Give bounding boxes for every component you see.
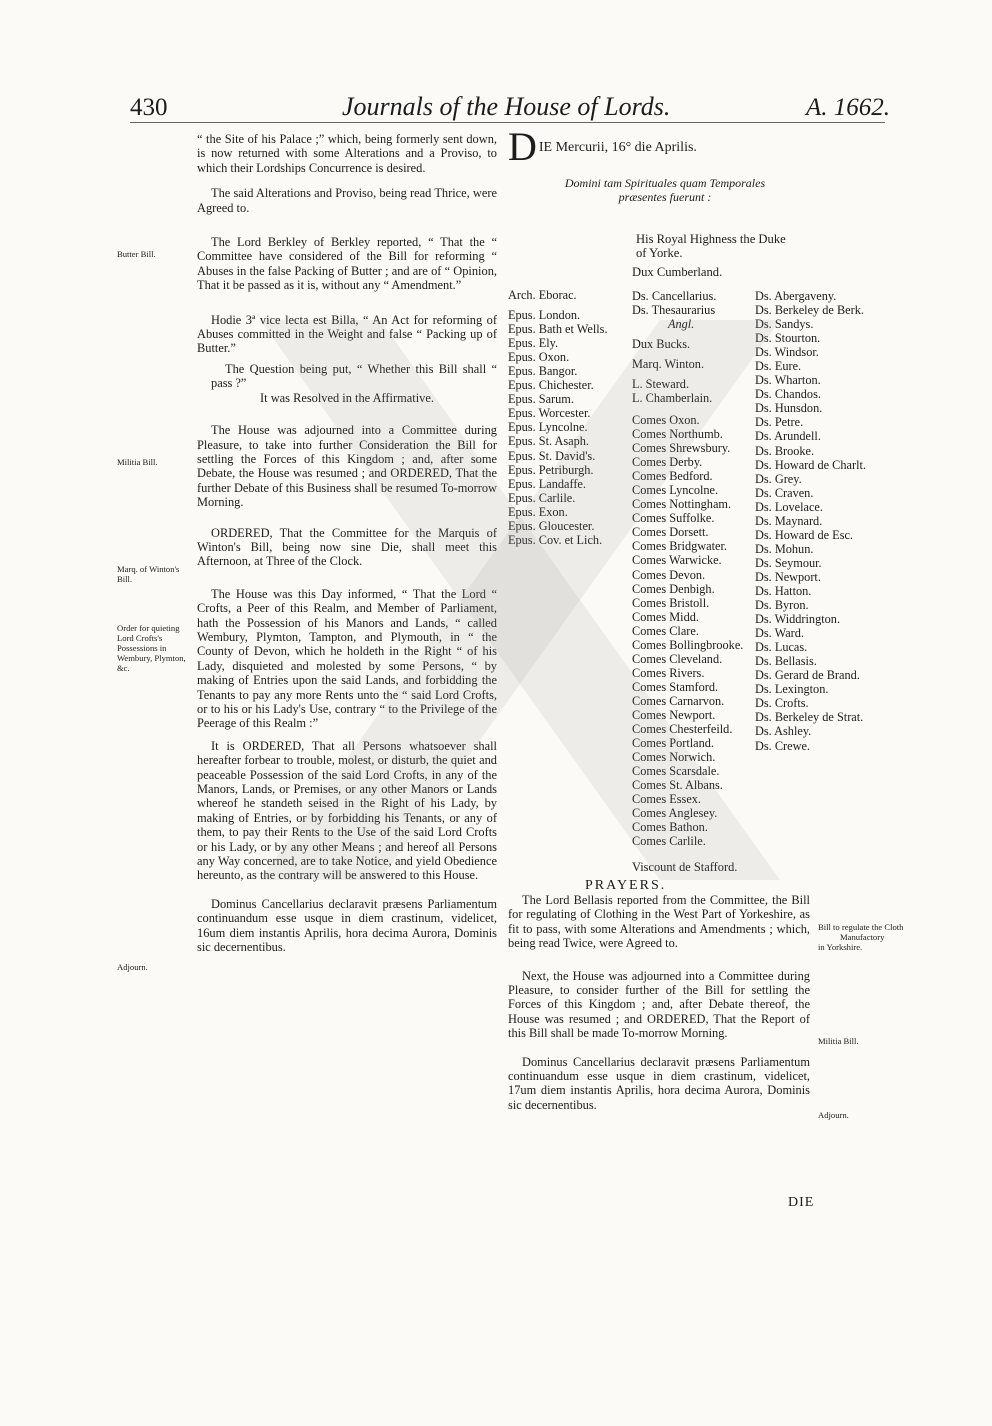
dux-cumberland: Dux Cumberland. [632, 265, 723, 279]
right-column [508, 893, 810, 1120]
list-item: Epus. Cov. et Lich. [508, 532, 603, 547]
list-item: Arch. Eborac. [508, 288, 577, 302]
list-item: Ds. Mohun. [755, 541, 814, 556]
bishops-list [508, 288, 608, 547]
list-item: Ds. Howard de Esc. [755, 527, 854, 542]
list-item: Ds. Berkeley de Strat. [755, 710, 864, 725]
margin-note-butter-bill: Butter Bill. [117, 249, 156, 259]
list-item: Ds. Crofts. [755, 696, 809, 711]
list-item: Epus. St. Asaph. [508, 434, 589, 449]
list-item: Ds. Abergaveny. [755, 289, 837, 303]
list-item: Epus. Carlile. [508, 490, 576, 505]
list-item: Comes Anglesey. [632, 806, 718, 821]
list-item: Comes Newport. [632, 707, 716, 722]
paragraph: Dominus Cancellarius declaravit præsens Parliamentum continuandum esse usque in diem crastinum, videlicet, 17um diem instantis Aprilis, hora decima Aurora, Dominis sic decernentibus. [508, 1054, 810, 1112]
paragraph: Next, the House was adjourned into a Committee during Pleasure, to consider further of the Bill for settling the Forces of this Kingdom ; and, after Debate thereof, the House was resumed ; and ORDERED, That the Report of this Bill shall be made To-morrow Morning. [508, 968, 810, 1041]
margin-note-winton-bill: Marq. of Winton's Bill. [117, 564, 180, 584]
list-item: Ds. Arundell. [755, 429, 821, 444]
list-item: Comes Warwicke. [632, 553, 722, 568]
paragraph: Hodie 3ª vice lecta est Billa, “ An Act for reforming of Abuses committed in the Weight and false “ Packing up of Butter.” [197, 312, 497, 356]
day-heading-text: IE Mercurii, 16° die Aprilis. [538, 140, 697, 155]
list-item: Ds. Craven. [755, 485, 814, 500]
list-item: Epus. Sarum. [508, 392, 574, 407]
list-item: Epus. Oxon. [508, 350, 570, 365]
list-item: Ds. Gerard de Brand. [755, 668, 860, 683]
list-item: Ds. Cancellarius. [632, 289, 717, 303]
paragraph: The House was adjourned into a Committee during Pleasure, to take into further Consideration the Bill for settling the Forces of this Kingdom ; and, after some Debate, the House was resumed ; and ORDERED, That the further Debate of this Business shall be resumed To-morrow Morning. [197, 423, 497, 510]
day-heading [508, 124, 697, 169]
list-item: Ds. Lexington. [755, 682, 829, 697]
list-item: Ds. Crewe. [755, 738, 810, 753]
list-item: Ds. Ashley. [755, 724, 812, 739]
list-item: Comes Chesterfeild. [632, 722, 733, 737]
list-item: Comes Portland. [632, 736, 714, 751]
viscount: Viscount de Stafford. [632, 860, 738, 874]
list-item: L. Steward. [632, 377, 690, 392]
list-item: Epus. Bath et Wells. [508, 322, 608, 337]
list-item: Ds. Eure. [755, 359, 802, 374]
margin-note-line: Bill to regulate the Cloth [818, 922, 904, 932]
list-item: Comes Scarsdale. [632, 764, 720, 779]
catchword: DIE [788, 1195, 815, 1210]
list-item: Ds. Stourton. [755, 331, 821, 346]
list-item: L. Chamberlain. [632, 391, 713, 406]
list-item: Ds. Hatton. [755, 583, 812, 598]
list-item: Ds. Hunsdon. [755, 401, 823, 416]
margin-note-adjourn: Adjourn. [117, 962, 148, 972]
paragraph: The said Alterations and Proviso, being read Thrice, were Agreed to. [197, 186, 497, 215]
list-item: Comes Dorsett. [632, 525, 709, 540]
list-item: Ds. Berkeley de Berk. [755, 303, 864, 318]
paragraph: The Lord Berkley of Berkley reported, “ That the “ Committee have considered of the Bill for reforming “ Abuses in the false Packing of Butter ; and are of “ Opinion, That it be passed as it is, without any “ Amendment.” [197, 235, 497, 293]
left-column [197, 132, 497, 963]
list-item: Ds. Chandos. [755, 387, 821, 402]
running-title: Journals of the House of Lords. [342, 92, 671, 121]
list-item: Comes Bristoll. [632, 595, 710, 610]
list-item: Comes Carnarvon. [632, 693, 725, 708]
list-item: Comes Derby. [632, 455, 703, 470]
list-item: Ds. Ward. [755, 626, 804, 641]
list-item: Dux Bucks. [632, 337, 691, 352]
paragraph: The House was this Day informed, “ That the Lord “ Crofts, a Peer of this Realm, and Member of Parliament, hath the Possession of his Manors and Lands, “ called Wembury, Plymton, Tampton, and Plymouth, in “ the County of Devon, which he holdeth in the Right “ of his Lady, disquieted and molested by some Persons, “ by making of Entries upon the said Lands, and forbidding the Tenants to pay any more Rents unto the “ said Lord Crofts, or to his or his Lady's Use, contrary “ to the Privilege of the Peerage of this Realm :” [197, 586, 497, 731]
margin-note-crofts-order: Order for quieting Lord Crofts's Possessions in Wembury, Plymton, &c. [117, 623, 186, 673]
list-item: Ds. Sandys. [755, 317, 814, 332]
list-item: Ds. Bellasis. [755, 654, 817, 669]
margin-note-adjourn-right: Adjourn. [818, 1110, 849, 1120]
list-item: Comes Bedford. [632, 469, 713, 484]
page-number: 430 [130, 94, 168, 121]
list-item: Comes Clare. [632, 623, 699, 638]
attendance-heading: Domini tam Spirituales quam Temporales præsentes fuerunt : [564, 176, 766, 204]
prayers-heading: PRAYERS. [585, 878, 667, 893]
list-item: Epus. Exon. [508, 504, 568, 519]
list-item: Comes Norwich. [632, 750, 716, 765]
list-item: Angl. [668, 317, 695, 332]
paragraph: ORDERED, That the Committee for the Marquis of Winton's Bill, being now sine Die, shall meet this Afternoon, at Three of the Clock. [197, 525, 497, 569]
list-item: Comes Cleveland. [632, 651, 723, 666]
list-item: Comes Bollingbrooke. [632, 637, 744, 652]
list-item: Comes Oxon. [632, 413, 700, 427]
list-item: Comes Midd. [632, 609, 699, 624]
list-item: Comes St. Albans. [632, 778, 723, 793]
list-item: Comes Devon. [632, 567, 706, 582]
paragraph: The Question being put, “ Whether this Bill shall “ pass ?” [211, 361, 497, 391]
list-item: Epus. Gloucester. [508, 518, 595, 533]
running-date: A. 1662. [805, 94, 890, 121]
list-item: Ds. Petre. [755, 415, 804, 430]
list-item: Comes Bridgwater. [632, 539, 727, 554]
paragraph: “ the Site of his Palace ;” which, being formerly sent down, is now returned with some Alterations and a Proviso, to which their Lordships Concurrence is desired. [197, 132, 497, 175]
list-item: Ds. Wharton. [755, 373, 821, 388]
list-item: Epus. Bangor. [508, 364, 578, 379]
paragraph: It is ORDERED, That all Persons whatsoever shall hereafter forbear to trouble, molest, or disturb, the quiet and peaceable Possession of the said Lord Crofts, in any of the Manors, Lands, or Premises, or any other Manors or Lands whereof he standeth seised in the Right of his Lady, by making of Entries, or by forbidding his Tenants, or any of them, to pay their Rents to the Use of the said Lord Crofts or his Lady, or by any other Means ; and hereof all Persons any Way concerned, are to take Notice, and yield Obedience hereunto, as the contrary will be answered to this House. [197, 738, 497, 883]
list-item: Ds. Byron. [755, 598, 809, 613]
list-item: Comes Carlile. [632, 834, 706, 849]
margin-note-militia-bill: Militia Bill. [117, 457, 158, 467]
officers-list [632, 289, 716, 405]
list-item: Epus. London. [508, 308, 581, 323]
list-item: Epus. Lyncolne. [508, 420, 588, 435]
royal-highness: His Royal Highness the Duke of Yorke. [636, 232, 786, 261]
list-item: Ds. Maynard. [755, 513, 823, 528]
margin-note-line: in Yorkshire. [818, 942, 863, 952]
drop-cap: D [508, 124, 537, 169]
list-item: Ds. Seymour. [755, 555, 822, 570]
margin-note-cloth-bill [818, 922, 904, 952]
list-item: Comes Bathon. [632, 820, 708, 835]
list-item: Comes Rivers. [632, 665, 705, 680]
list-item: Ds. Newport. [755, 569, 821, 584]
list-item: Comes Lyncolne. [632, 483, 719, 498]
paragraph: It was Resolved in the Affirmative. [260, 390, 434, 405]
list-item: Marq. Winton. [632, 357, 705, 372]
barons-list [755, 289, 866, 753]
list-item: Comes Northumb. [632, 427, 723, 442]
margin-note-militia-bill-right: Militia Bill. [818, 1036, 859, 1046]
list-item: Ds. Thesaurarius [632, 303, 716, 318]
paragraph: Dominus Cancellarius declaravit præsens Parliamentum continuandum esse usque in diem crastinum, videlicet, 16um diem instantis Aprilis, hora decima Aurora, Dominis sic decernentibus. [197, 896, 497, 955]
margin-note-line: Manufactory [840, 932, 885, 942]
list-item: Comes Stamford. [632, 679, 719, 694]
list-item: Ds. Lucas. [755, 640, 808, 655]
list-item: Epus. Landaffe. [508, 476, 586, 491]
paragraph: The Lord Bellasis reported from the Committee, the Bill for regulating of Clothing in the West Part of Yorkeshire, as fit to pass, with some Alterations and Amendments ; which, being read Twice, were Agreed to. [508, 893, 810, 951]
list-item: Ds. Howard de Charlt. [755, 457, 866, 472]
earls-list [632, 413, 743, 848]
list-item: Ds. Grey. [755, 471, 802, 486]
list-item: Epus. St. David's. [508, 448, 596, 463]
list-item: Epus. Chichester. [508, 378, 594, 393]
list-item: Ds. Widdrington. [755, 612, 841, 627]
list-item: Epus. Petriburgh. [508, 462, 594, 477]
list-item: Comes Essex. [632, 792, 701, 807]
list-item: Comes Shrewsbury. [632, 441, 731, 456]
list-item: Ds. Windsor. [755, 345, 819, 360]
header-rule [130, 122, 885, 123]
list-item: Comes Suffolke. [632, 511, 715, 526]
list-item: Epus. Ely. [508, 336, 559, 351]
list-item: Ds. Lovelace. [755, 499, 823, 514]
list-item: Epus. Worcester. [508, 406, 591, 421]
list-item: Ds. Brooke. [755, 443, 815, 458]
list-item: Comes Denbigh. [632, 581, 715, 596]
list-item: Comes Nottingham. [632, 497, 732, 512]
